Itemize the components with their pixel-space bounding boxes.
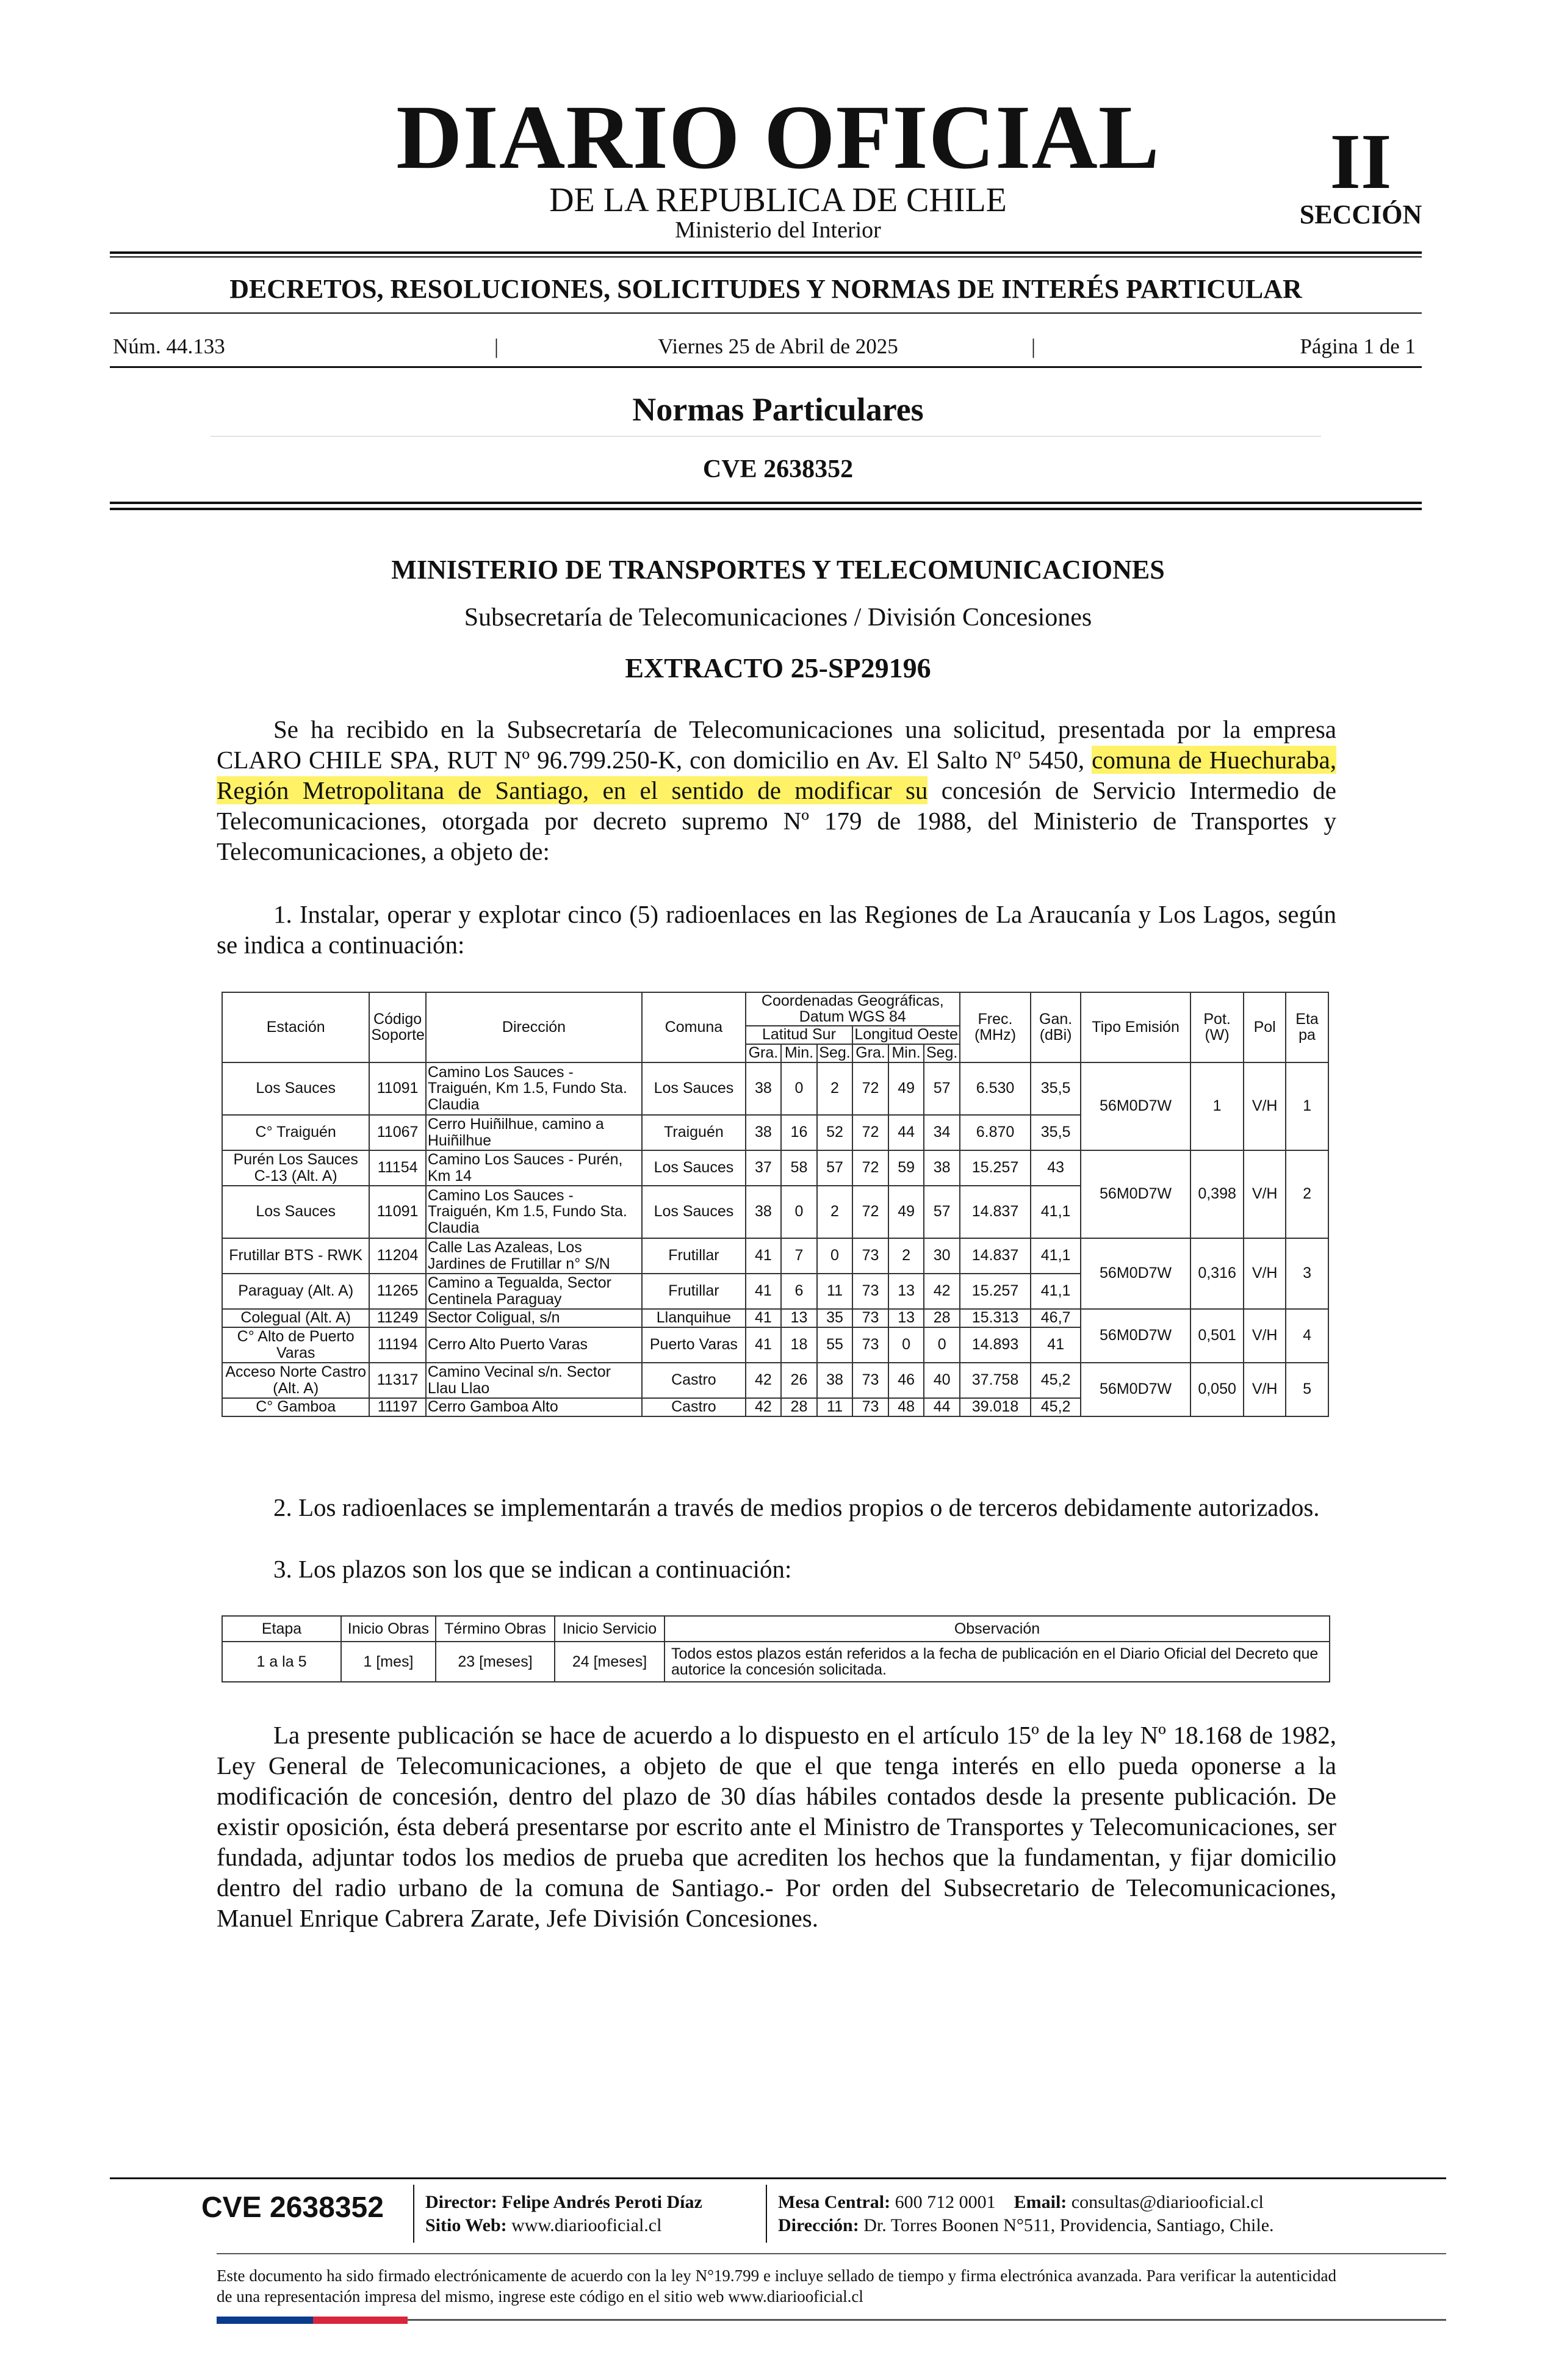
cell-gan: 35,5 [1031,1115,1081,1150]
header-gra: Gra. [746,1044,782,1062]
cell-pot: 1 [1190,1062,1244,1150]
cell-estacion: Paraguay (Alt. A) [222,1274,369,1309]
cell-lon-min: 13 [888,1274,924,1309]
cell-pol: V/H [1244,1363,1286,1416]
cell-direccion: Cerro Alto Puerto Varas [426,1327,642,1363]
cell-lat-seg: 0 [817,1238,853,1274]
cell-estacion: Los Sauces [222,1186,369,1238]
cell-gan: 41,1 [1031,1238,1081,1274]
cell-gan: 46,7 [1031,1309,1081,1327]
footer-note: Este documento ha sido firmado electrónicamente de acuerdo con la ley N°19.799 e incluye sellado de tiempo y firma electrónica avanzada. Para verificar la autenticidad de una representación impresa del mismo, ingrese este código en el sitio web www.diariooficial.cl [217,2266,1336,2306]
divider [110,366,1422,368]
header-min: Min. [781,1044,817,1062]
highlighted-text: comuna de Huechuraba, Región Metropolitana de Santiago, en el sentido de modificar su [217,746,1336,804]
site-label: Sitio Web: [425,2215,507,2235]
cell-estacion: C° Alto de Puerto Varas [222,1327,369,1363]
cell-codigo: 11249 [369,1309,425,1327]
header-latitud: Latitud Sur [746,1026,853,1044]
phone-label: Mesa Central: [778,2192,891,2212]
issue-number: Núm. 44.133 [113,334,225,358]
page-indicator: Página 1 de 1 [1300,334,1416,358]
divider [110,508,1422,510]
cell-gan: 41,1 [1031,1274,1081,1309]
email-label: Email: [1014,2192,1067,2212]
cell-comuna: Castro [642,1363,745,1398]
cell-direccion: Camino Los Sauces - Purén, Km 14 [426,1150,642,1186]
cell-lat-seg: 35 [817,1309,853,1327]
header-pol: Pol [1244,992,1286,1062]
cell-frec: 15.257 [960,1150,1031,1186]
cell-lon-min: 59 [888,1150,924,1186]
section-title: Normas Particulares [632,391,924,428]
header-inicio-obras: Inicio Obras [341,1616,436,1642]
header-etapa: Eta pa [1286,992,1328,1062]
cell-comuna: Los Sauces [642,1062,745,1115]
cell-direccion: Cerro Huiñilhue, camino a Huiñilhue [426,1115,642,1150]
cell-pol: V/H [1244,1309,1286,1363]
deadlines-table [222,1615,1330,1682]
cell-lon-seg: 30 [924,1238,960,1274]
header-frec: Frec. (MHz) [960,992,1031,1062]
cell-lat-min: 7 [781,1238,817,1274]
issue-date: Viernes 25 de Abril de 2025 [658,334,898,358]
section-label: SECCIÓN [1299,200,1422,229]
radio-links-table [222,992,1329,1417]
cell-direccion: Calle Las Azaleas, Los Jardines de Frutillar n° S/N [426,1238,642,1274]
header-gan: Gan. (dBi) [1031,992,1081,1062]
cell-direccion: Camino Los Sauces - Traiguén, Km 1.5, Fundo Sta. Claudia [426,1186,642,1238]
phone-number: 600 712 0001 [895,2192,996,2212]
cell-lat-min: 13 [781,1309,817,1327]
cell-lat-seg: 2 [817,1062,853,1115]
cell-frec: 39.018 [960,1398,1031,1416]
cell-lon-min: 0 [888,1327,924,1363]
header-min: Min. [888,1044,924,1062]
cell-frec: 14.893 [960,1327,1031,1363]
header-etapa: Etapa [222,1616,341,1642]
subsecretaria: Subsecretaría de Telecomunicaciones / División Concesiones [464,604,1092,632]
cell-pol: V/H [1244,1238,1286,1309]
director-name: Felipe Andrés Peroti Díaz [502,2192,702,2212]
cell-lat-min: 16 [781,1115,817,1150]
header-seg: Seg. [924,1044,960,1062]
cell-termino-obras: 23 [meses] [436,1642,555,1682]
intro-text-continued: concesión de Servicio Intermedio de Telecomunicaciones, otorgada por decreto supremo Nº 179 de 1988, del Ministerio de Transportes y Telecomunicaciones, a objeto de: [217,776,1336,865]
cell-lat-gra: 42 [746,1363,782,1398]
site-url[interactable]: www.diariooficial.cl [511,2215,662,2235]
cell-comuna: Frutillar [642,1238,745,1274]
cell-lat-seg: 52 [817,1115,853,1150]
footer-divider [217,2253,1446,2254]
cell-comuna: Los Sauces [642,1186,745,1238]
cell-pot: 0,501 [1190,1309,1244,1363]
cell-tipo: 56M0D7W [1081,1238,1190,1309]
cell-lon-gra: 73 [852,1398,888,1416]
cell-etapa: 4 [1286,1309,1328,1363]
cell-lat-gra: 41 [746,1238,782,1274]
intro-paragraph [217,714,1336,867]
footer-separator [766,2185,767,2243]
flag-stripe-red [313,2317,408,2324]
cell-lat-gra: 41 [746,1274,782,1309]
cell-gan: 35,5 [1031,1062,1081,1115]
cell-codigo: 11204 [369,1238,425,1274]
cell-direccion: Camino Vecinal s/n. Sector Llau Llao [426,1363,642,1398]
footer-director-block [425,2191,767,2237]
cell-lat-seg: 11 [817,1398,853,1416]
cell-lat-gra: 38 [746,1186,782,1238]
cell-frec: 15.257 [960,1274,1031,1309]
cell-pol: V/H [1244,1150,1286,1238]
cell-tipo: 56M0D7W [1081,1309,1190,1363]
cell-lon-min: 46 [888,1363,924,1398]
cell-estacion: Purén Los Sauces C-13 (Alt. A) [222,1150,369,1186]
cell-frec: 37.758 [960,1363,1031,1398]
header-direccion: Dirección [426,992,642,1062]
flag-stripe-blue [217,2317,313,2324]
cell-codigo: 11197 [369,1398,425,1416]
banner: DECRETOS, RESOLUCIONES, SOLICITUDES Y NORMAS DE INTERÉS PARTICULAR [229,274,1302,304]
cell-direccion: Camino Los Sauces - Traiguén, Km 1.5, Fundo Sta. Claudia [426,1062,642,1115]
cell-tipo: 56M0D7W [1081,1062,1190,1150]
cell-inicio-obras: 1 [mes] [341,1642,436,1682]
cell-pot: 0,398 [1190,1150,1244,1238]
cell-lat-min: 0 [781,1186,817,1238]
postal-address: Dr. Torres Boonen N°511, Providencia, Santiago, Chile. [863,2215,1274,2235]
cell-lon-gra: 73 [852,1309,888,1327]
cell-lat-seg: 11 [817,1274,853,1309]
cell-lon-gra: 73 [852,1274,888,1309]
cell-lat-seg: 38 [817,1363,853,1398]
cell-lon-seg: 28 [924,1309,960,1327]
cell-lon-gra: 73 [852,1327,888,1363]
header-gra: Gra. [852,1044,888,1062]
cell-comuna: Castro [642,1398,745,1416]
header-pot: Pot. (W) [1190,992,1244,1062]
table-row [222,1150,1328,1186]
cell-lon-gra: 72 [852,1186,888,1238]
cell-lon-gra: 72 [852,1115,888,1150]
header-estacion: Estación [222,992,369,1062]
cell-codigo: 11091 [369,1062,425,1115]
cell-tipo: 56M0D7W [1081,1363,1190,1416]
cell-comuna: Frutillar [642,1274,745,1309]
divider [110,251,1422,254]
divider [110,502,1422,504]
cell-codigo: 11154 [369,1150,425,1186]
cell-lon-gra: 73 [852,1238,888,1274]
cell-lat-min: 18 [781,1327,817,1363]
cell-frec: 15.313 [960,1309,1031,1327]
header-observacion: Observación [665,1616,1330,1642]
item-1: 1. Instalar, operar y explotar cinco (5) radioenlaces en las Regiones de La Araucanía y Los Lagos, según se indica a continuación: [217,900,1336,959]
cell-lon-gra: 72 [852,1150,888,1186]
cell-lat-seg: 2 [817,1186,853,1238]
cell-estacion: C° Traiguén [222,1115,369,1150]
divider [110,256,1422,258]
extract-title: EXTRACTO 25-SP29196 [625,652,931,683]
cell-lon-gra: 72 [852,1062,888,1115]
header-comuna: Comuna [642,992,745,1062]
footer-divider [110,2177,1446,2179]
cell-lon-seg: 44 [924,1398,960,1416]
cell-lon-seg: 57 [924,1186,960,1238]
header-coordenadas: Coordenadas Geográficas, Datum WGS 84 [746,992,960,1026]
cell-estacion: Acceso Norte Castro (Alt. A) [222,1363,369,1398]
masthead-title: DIARIO OFICIAL [396,87,1160,188]
masthead-subtitle: DE LA REPUBLICA DE CHILE [549,181,1007,219]
cell-pot: 0,316 [1190,1238,1244,1309]
meta-separator: | [494,334,499,358]
cell-frec: 6.530 [960,1062,1031,1115]
cell-lat-min: 58 [781,1150,817,1186]
cell-lat-gra: 38 [746,1115,782,1150]
cell-pol: V/H [1244,1062,1286,1150]
cell-lon-seg: 0 [924,1327,960,1363]
cell-codigo: 11091 [369,1186,425,1238]
divider [211,436,1321,437]
cell-direccion: Cerro Gamboa Alto [426,1398,642,1416]
cell-lon-min: 49 [888,1062,924,1115]
footer-cve: CVE 2638352 [201,2191,384,2224]
cell-estacion: Colegual (Alt. A) [222,1309,369,1327]
header-inicio-servicio: Inicio Servicio [555,1616,665,1642]
cell-lat-gra: 38 [746,1062,782,1115]
cell-lat-seg: 55 [817,1327,853,1363]
ministry-heading: MINISTERIO DE TRANSPORTES Y TELECOMUNICACIONES [391,555,1165,585]
cell-lon-seg: 40 [924,1363,960,1398]
cell-etapa: 1 [1286,1062,1328,1150]
cell-frec: 6.870 [960,1115,1031,1150]
cell-lat-gra: 42 [746,1398,782,1416]
header-codigo: Código Soporte [369,992,425,1062]
cell-codigo: 11067 [369,1115,425,1150]
cell-gan: 45,2 [1031,1398,1081,1416]
table-row [222,1309,1328,1327]
item-2: 2. Los radioenlaces se implementarán a través de medios propios o de terceros debidamente autorizados. [273,1493,1320,1521]
footer-separator [413,2185,414,2243]
section-number: II [1330,118,1392,206]
email-address[interactable]: consultas@diariooficial.cl [1071,2192,1264,2212]
cell-lat-min: 0 [781,1062,817,1115]
cell-pot: 0,050 [1190,1363,1244,1416]
cell-lat-gra: 41 [746,1327,782,1363]
cell-etapa: 2 [1286,1150,1328,1238]
intro-text: Se ha recibido en la Subsecretaría de Telecomunicaciones una solicitud, presentada por la empresa CLARO CHILE SPA, RUT Nº 96.799.250-K, con domicilio en Av. El Salto Nº 5450, [217,715,1336,774]
cell-lon-min: 48 [888,1398,924,1416]
cell-lon-seg: 38 [924,1150,960,1186]
header-termino-obras: Término Obras [436,1616,555,1642]
cve-code: CVE 2638352 [702,455,854,483]
closing-paragraph: La presente publicación se hace de acuerdo a lo dispuesto en el artículo 15º de la ley Nº 18.168 de 1982, Ley General de Telecomunicaciones, a objeto de que el que tenga interés en ello pueda oponerse a la modificación de concesión, dentro del plazo de 30 días hábiles contados desde la presente publicación. De existir oposición, ésta deberá presentarse por escrito ante el Ministro de Transportes y Telecomunicaciones, ser fundada, adjuntar todos los medios de prueba que acrediten los hechos que la fundamentan, y fijar domicilio dentro del radio urbano de la comuna de Santiago.- Por orden del Subsecretario de Telecomunicaciones, Manuel Enrique Cabrera Zarate, Jefe División Concesiones. [217,1721,1336,1932]
cell-gan: 43 [1031,1150,1081,1186]
cell-comuna: Traiguén [642,1115,745,1150]
director-label: Director: [425,2192,497,2212]
cell-comuna: Puerto Varas [642,1327,745,1363]
header-longitud: Longitud Oeste [852,1026,960,1044]
cell-lon-min: 13 [888,1309,924,1327]
cell-tipo: 56M0D7W [1081,1150,1190,1238]
cell-lon-min: 44 [888,1115,924,1150]
cell-inicio-servicio: 24 [meses] [555,1642,665,1682]
header-tipo: Tipo Emisión [1081,992,1190,1062]
cell-etapa: 3 [1286,1238,1328,1309]
footer-contact-block [778,2191,1419,2237]
cell-gan: 41 [1031,1327,1081,1363]
cell-direccion: Camino a Tegualda, Sector Centinela Paraguay [426,1274,642,1309]
cell-lat-gra: 37 [746,1150,782,1186]
cell-etapa: 1 a la 5 [222,1642,341,1682]
cell-observacion: Todos estos plazos están referidos a la fecha de publicación en el Diario Oficial del Decreto que autorice la concesión solicitada. [665,1642,1330,1682]
table-row [222,1363,1328,1398]
cell-comuna: Llanquihue [642,1309,745,1327]
table-row [222,1062,1328,1115]
cell-gan: 45,2 [1031,1363,1081,1398]
item-3: 3. Los plazos son los que se indican a continuación: [273,1555,792,1583]
cell-lat-min: 26 [781,1363,817,1398]
cell-gan: 41,1 [1031,1186,1081,1238]
address-label: Dirección: [778,2215,859,2235]
cell-estacion: C° Gamboa [222,1398,369,1416]
cell-codigo: 11194 [369,1327,425,1363]
cell-lon-gra: 73 [852,1363,888,1398]
masthead-ministry: Ministerio del Interior [675,217,881,243]
cell-lon-seg: 34 [924,1115,960,1150]
cell-lon-min: 2 [888,1238,924,1274]
table-row [222,1238,1328,1274]
cell-frec: 14.837 [960,1186,1031,1238]
cell-lat-seg: 57 [817,1150,853,1186]
cell-lat-min: 6 [781,1274,817,1309]
cell-codigo: 11265 [369,1274,425,1309]
cell-etapa: 5 [1286,1363,1328,1416]
table-row [222,1642,1330,1682]
cell-lon-min: 49 [888,1186,924,1238]
header-seg: Seg. [817,1044,853,1062]
meta-separator: | [1031,334,1036,358]
cell-estacion: Frutillar BTS - RWK [222,1238,369,1274]
cell-comuna: Los Sauces [642,1150,745,1186]
divider [110,312,1422,314]
cell-lat-min: 28 [781,1398,817,1416]
cell-estacion: Los Sauces [222,1062,369,1115]
cell-lon-seg: 42 [924,1274,960,1309]
cell-lat-gra: 41 [746,1309,782,1327]
cell-direccion: Sector Coligual, s/n [426,1309,642,1327]
cell-frec: 14.837 [960,1238,1031,1274]
cell-codigo: 11317 [369,1363,425,1398]
cell-lon-seg: 57 [924,1062,960,1115]
